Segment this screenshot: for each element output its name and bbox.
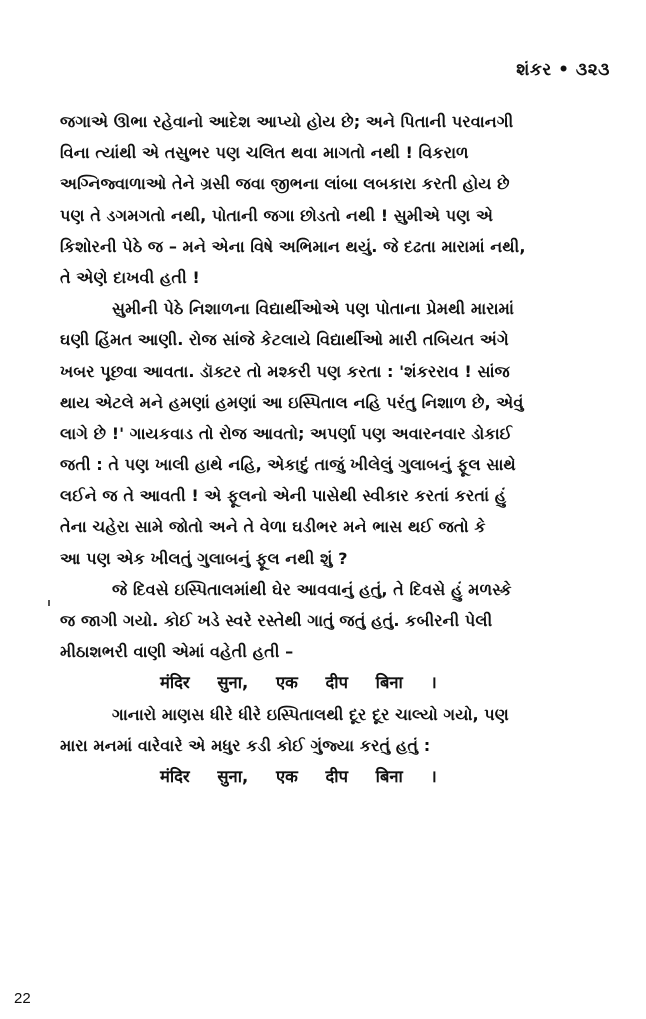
paragraph-start-line: જે દિવસે ઇસ્પિતાલમાંથી ઘેર આવવાનું હતું, તે દિવસે હું મળસ્કે — [112, 579, 512, 599]
text-line: તેના ચહેરા સામે જોતો અને તે વેળા ઘડીભર મને ભાસ થઈ જતો કે — [60, 517, 486, 537]
text-line: વિના ત્યાંથી એ તસુભર પણ ચલિત થવા માગતો નથી ! વિકરાળ — [60, 143, 469, 163]
text-line: લઈને જ તે આવતી ! એ ફૂલનો એની પાસેથી સ્વીકાર કરતાં કરતાં હું — [60, 486, 507, 506]
text-line: પણ તે ડગમગતો નથી, પોતાની જગા છોડતો નથી ! સુમીએ પણ એ — [60, 205, 494, 225]
scan-speck — [48, 600, 50, 606]
running-header: શંકર • ૩૨૩ — [516, 60, 610, 80]
text-line: જગાએ ઊભા રહેવાનો આદેશ આપ્યો હોય છે; અને પિતાની પરવાનગી — [60, 112, 514, 131]
page-number: 22 — [14, 990, 31, 1007]
paragraph-start-line: ગાનારો માણસ ધીરે ધીરે ઇસ્પિતાલથી દૂર દૂર ચાલ્યો ગયો, પણ — [112, 704, 509, 724]
text-line: કિશોરની પેઠે જ – મને એના વિષે અભિમાન થયું. જે દઢતા મારામાં નથી, — [60, 236, 526, 256]
text-line: અગ્નિજ્વાળાઓ તેને ગ્રસી જવા જીભના લાંબા લબકારા કરતી હોય છે — [60, 174, 510, 194]
hindi-verse-line: मंदिर सुना, एक दीप बिना । — [160, 673, 437, 693]
text-line: તે એણે દાખવી હતી ! — [60, 267, 200, 287]
text-line: મારા મનમાં વારેવારે એ મધુર કડી કોઈ ગુંજ્યા કરતું હતું : — [60, 735, 431, 755]
text-line: લાગે છે !' ગાયકવાડ તો રોજ આવતો; અપર્ણા પણ અવારનવાર ડોકાઈ — [60, 423, 513, 443]
text-line: જતી : તે પણ ખાલી હાથે નહિ, એકાદું તાજું ખીલેલું ગુલાબનું ફૂલ સાથે — [60, 455, 516, 475]
text-line: જ જાગી ગયો. કોઈ ખડે સ્વરે રસ્તેથી ગાતું જતું હતું. કબીરની પેલી — [60, 611, 493, 630]
text-line: મીઠાશભરી વાણી એમાં વહેતી હતી – — [60, 642, 294, 662]
hindi-verse-line: मंदिर सुना, एक दीप बिना । — [160, 766, 437, 786]
text-line: થાય એટલે મને હમણાં હમણાં આ ઇસ્પિતાલ નહિ પરંતુ નિશાળ છે, એવું — [60, 392, 524, 412]
text-line: ઘણી હિંમત આણી. રોજ સાંજે કેટલાયે વિદ્યાર્થીઓ મારી તબિયત અંગે — [60, 330, 509, 350]
paragraph-start-line: સુમીની પેઠે નિશાળના વિદ્યાર્થીઓએ પણ પોતાના પ્રેમથી મારામાં — [112, 299, 514, 319]
body-text — [60, 106, 600, 792]
text-line: ખબર પૂછવા આવતા. ડૉક્ટર તો મશ્કરી પણ કરતા : 'શંકરરાવ ! સાંજ — [60, 361, 510, 381]
text-line: આ પણ એક ખીલતું ગુલાબનું ફૂલ નથી શું ? — [60, 548, 348, 568]
